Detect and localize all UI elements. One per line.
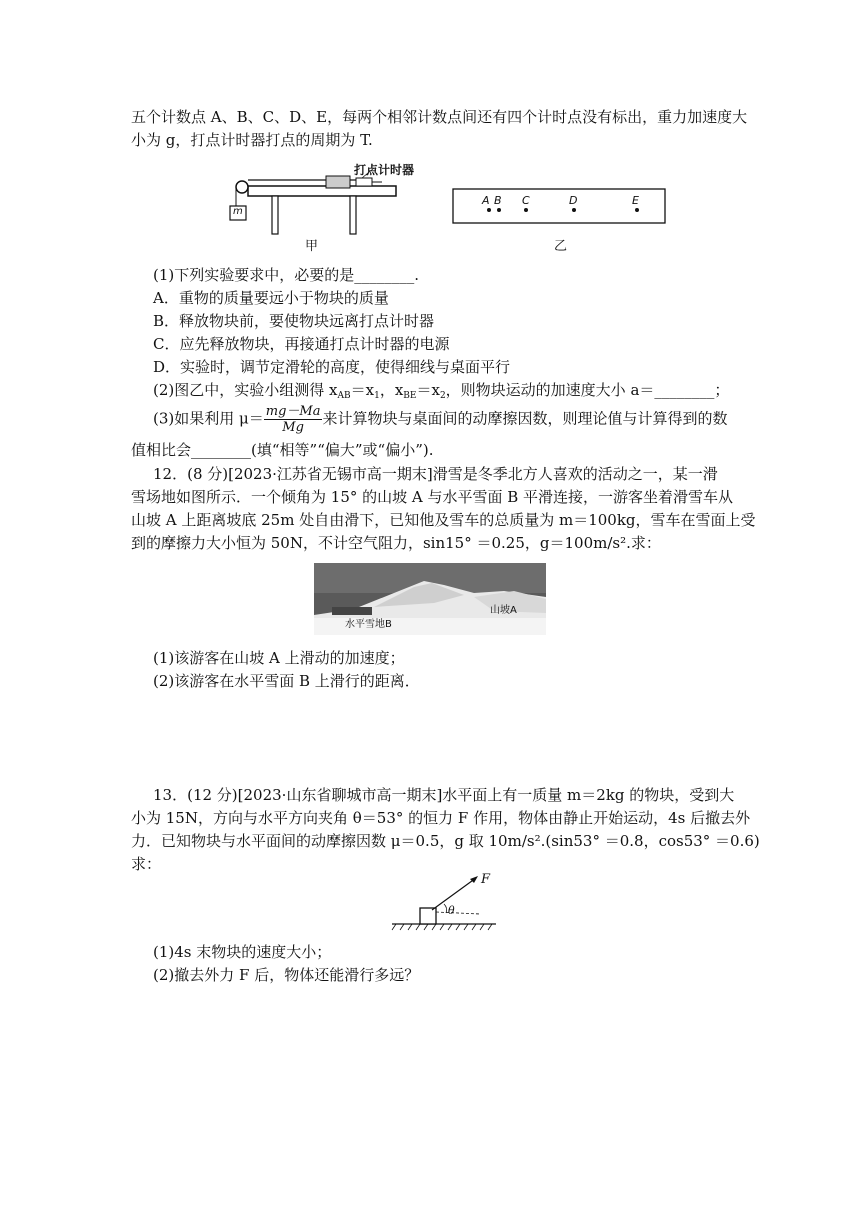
photo-label-flat-b: 水平雪地B xyxy=(345,619,392,630)
q12-sub-1: (1)该游客在山坡 A 上滑动的加速度； xyxy=(153,649,405,667)
intro-line-1: 五个计数点 A、B、C、D、E，每两个相邻计数点间还有四个计时点没有标出，重力加速度大 xyxy=(131,108,748,126)
q13-sub-1: (1)4s 末物块的速度大小； xyxy=(153,943,332,961)
q11-option-c: C．应先释放物块，再接通打点计时器的电源 xyxy=(153,335,450,353)
q12-sub-2: (2)该游客在水平雪面 B 上滑行的距离． xyxy=(153,672,420,690)
q11-part-3: (3)如果利用 μ＝ $\frac{mg-Ma}{Mg}$ 来计算物块与桌面间的动摩擦因数，则理论值与计算得到的数 xyxy=(153,404,728,435)
q12-line-1: 12．(8 分)[2023·江苏省无锡市高一期末]滑雪是冬季北方人喜欢的活动之一，某一滑 xyxy=(153,465,718,483)
figure-yi-caption: 乙 xyxy=(554,239,568,254)
force-label-f: F xyxy=(481,872,491,887)
figure-jia-caption: 甲 xyxy=(305,239,319,254)
angle-label-theta: θ xyxy=(448,904,455,917)
q12-line-2: 雪场地如图所示．一个倾角为 15° 的山坡 A 与水平雪面 B 平滑连接，一游客坐着滑雪车从 xyxy=(131,488,734,506)
tape-point-E: E xyxy=(632,194,639,207)
q12-line-3: 山坡 A 上距离坡底 25m 处自由滑下，已知他及雪车的总质量为 m＝100kg，雪车在雪面上受 xyxy=(131,511,756,529)
mass-label: m xyxy=(233,206,243,217)
photo-label-slope-a: 山坡A xyxy=(490,605,517,616)
q13-line-3: 力．已知物块与水平面间的动摩擦因数 μ＝0.5，g 取 10m/s².(sin53° ＝0.8，cos53° ＝0.6) xyxy=(131,832,760,850)
q13-line-1: 13．(12 分)[2023·山东省聊城市高一期末]水平面上有一质量 m＝2kg 的物块，受到大 xyxy=(153,786,735,804)
tape-point-A: A xyxy=(482,194,490,207)
tape-point-C: C xyxy=(522,194,530,207)
friction-formula-fraction: $\frac{mg-Ma}{Mg}$ xyxy=(265,404,321,435)
q11-option-a: A．重物的质量要远小于物块的质量 xyxy=(153,289,389,307)
q13-line-2: 小为 15N，方向与水平方向夹角 θ＝53° 的恒力 F 作用，物体由静止开始运动，4s 后撤去外 xyxy=(131,809,751,827)
timer-label: 打点计时器 xyxy=(354,163,415,177)
q13-sub-2: (2)撤去外力 F 后，物体还能滑行多远？ xyxy=(153,966,420,984)
intro-line-2: 小为 g，打点计时器打点的周期为 T. xyxy=(131,131,373,149)
q12-line-4: 到的摩擦力大小恒为 50N，不计空气阻力，sin15° ＝0.25，g＝100m/s².求： xyxy=(131,534,661,552)
q11-option-d: D．实验时，调节定滑轮的高度，使得细线与桌面平行 xyxy=(153,358,511,376)
tape-point-B: B xyxy=(494,194,502,207)
tape-point-D: D xyxy=(569,194,578,207)
q11-part-1: (1)下列实验要求中，必要的是________. xyxy=(153,266,420,284)
q11-part-2: (2)图乙中，实验小组测得 $x_{AB}=x_1$，$x_{BE}=x_2$，则物块运动的加速度大小 a＝________； xyxy=(153,381,730,401)
q13-line-4: 求： xyxy=(131,855,162,873)
q11-option-b: B．释放物块前，要使物块远离打点计时器 xyxy=(153,312,435,330)
q11-part-3-cont: 值相比会________(填“相等”“偏大”或“偏小”). xyxy=(131,441,434,459)
